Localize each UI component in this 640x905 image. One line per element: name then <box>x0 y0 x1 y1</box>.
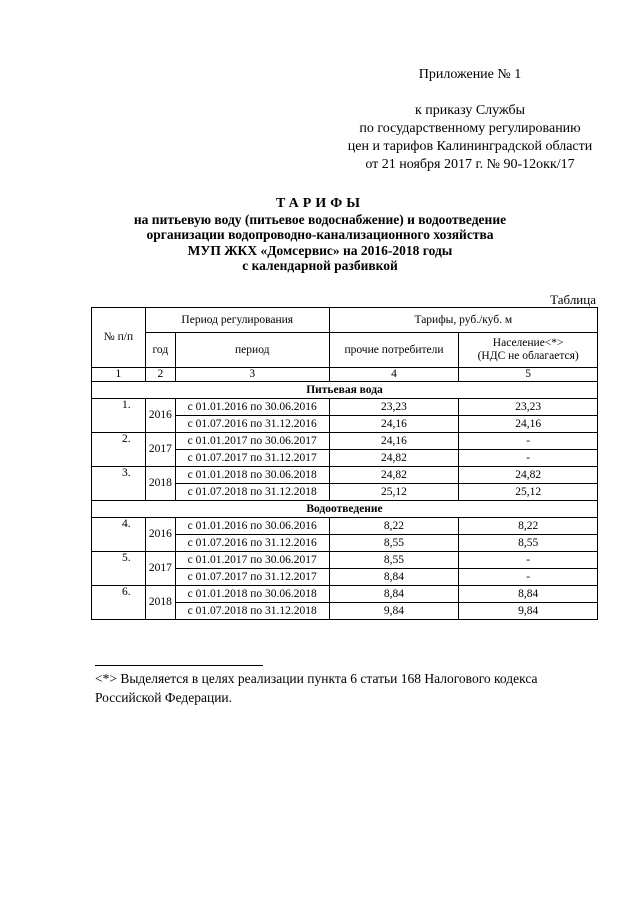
column-number: 1 <box>92 368 146 382</box>
table-row <box>92 467 598 484</box>
row-other-tariff: 23,23 <box>329 399 459 416</box>
section-title: Питьевая вода <box>92 382 598 399</box>
row-population-tariff: 23,23 <box>459 399 598 416</box>
header-population <box>459 333 598 368</box>
title-line: МУП ЖКХ «Домсервис» на 2016-2018 годы <box>187 242 453 258</box>
table-label: Таблица <box>550 292 596 307</box>
row-population-tariff: - <box>459 552 598 569</box>
header-population-line: (НДС не облагается) <box>477 350 579 362</box>
row-population-tariff: - <box>459 433 598 450</box>
row-other-tariff: 8,84 <box>329 569 459 586</box>
row-index: 4. <box>92 518 146 552</box>
title-line: с календарной разбивкой <box>242 258 398 273</box>
row-population-tariff: 9,84 <box>459 603 598 620</box>
table-row <box>92 518 598 535</box>
row-year: 2017 <box>145 433 175 467</box>
row-year: 2018 <box>145 467 175 501</box>
row-period: с 01.07.2016 по 31.12.2016 <box>175 535 329 552</box>
row-year: 2017 <box>145 552 175 586</box>
table-row <box>92 586 598 603</box>
row-other-tariff: 9,84 <box>329 603 459 620</box>
row-other-tariff: 8,55 <box>329 535 459 552</box>
row-year: 2018 <box>145 586 175 620</box>
row-population-tariff: 24,16 <box>459 416 598 433</box>
table-row <box>92 433 598 450</box>
row-period: с 01.07.2016 по 31.12.2016 <box>175 416 329 433</box>
tariffs-table <box>91 307 598 620</box>
row-other-tariff: 24,82 <box>329 450 459 467</box>
header-period-group: Период регулирования <box>145 308 329 333</box>
appendix-block <box>320 66 620 174</box>
row-period: с 01.01.2017 по 30.06.2017 <box>175 433 329 450</box>
title-line: организации водопроводно-канализационного хозяйства <box>146 227 494 242</box>
row-population-tariff: 8,55 <box>459 535 598 552</box>
row-other-tariff: 8,55 <box>329 552 459 569</box>
row-other-tariff: 8,22 <box>329 518 459 535</box>
column-number: 5 <box>459 368 598 382</box>
document-title <box>90 196 550 274</box>
row-population-tariff: 8,84 <box>459 586 598 603</box>
header-tariff-group: Тарифы, руб./куб. м <box>329 308 597 333</box>
appendix-line: цен и тарифов Калининградской области <box>347 139 593 154</box>
row-period: с 01.01.2017 по 30.06.2017 <box>175 552 329 569</box>
footnote: <*> Выделяется в целях реализации пункта 6 статьи 168 Налогового кодекса Российской Федерации. <box>95 671 538 705</box>
row-period: с 01.07.2018 по 31.12.2018 <box>175 484 329 501</box>
column-number: 3 <box>175 368 329 382</box>
appendix-number: Приложение № 1 <box>418 67 522 82</box>
row-period: с 01.07.2017 по 31.12.2017 <box>175 569 329 586</box>
header-other-consumers: прочие потребители <box>329 333 459 368</box>
header-no: № п/п <box>92 308 146 368</box>
row-period: с 01.07.2017 по 31.12.2017 <box>175 450 329 467</box>
row-period: с 01.07.2018 по 31.12.2018 <box>175 603 329 620</box>
row-period: с 01.01.2016 по 30.06.2016 <box>175 399 329 416</box>
title-line: на питьевую воду (питьевое водоснабжение) и водоотведение <box>133 211 507 227</box>
row-other-tariff: 24,16 <box>329 416 459 433</box>
column-number: 2 <box>145 368 175 382</box>
row-index: 6. <box>92 586 146 620</box>
header-period: период <box>175 333 329 368</box>
row-population-tariff: 8,22 <box>459 518 598 535</box>
section-row <box>92 382 598 399</box>
row-period: с 01.01.2018 по 30.06.2018 <box>175 586 329 603</box>
row-index: 2. <box>92 433 146 467</box>
section-title: Водоотведение <box>92 501 598 518</box>
appendix-line: к приказу Службы <box>415 103 525 118</box>
row-population-tariff: - <box>459 569 598 586</box>
row-year: 2016 <box>145 399 175 433</box>
appendix-line: от 21 ноября 2017 г. № 90-12окк/17 <box>365 157 575 172</box>
header-population-line: Население<*> <box>492 337 564 349</box>
title-heading: ТАРИФЫ <box>276 196 364 211</box>
row-period: с 01.01.2016 по 30.06.2016 <box>175 518 329 535</box>
row-population-tariff: 25,12 <box>459 484 598 501</box>
row-other-tariff: 25,12 <box>329 484 459 501</box>
row-other-tariff: 24,82 <box>329 467 459 484</box>
table-row <box>92 552 598 569</box>
table-row <box>92 399 598 416</box>
footnote-divider <box>95 665 263 666</box>
row-index: 5. <box>92 552 146 586</box>
row-other-tariff: 8,84 <box>329 586 459 603</box>
row-index: 1. <box>92 399 146 433</box>
appendix-line: по государственному регулированию <box>359 121 581 136</box>
row-population-tariff: - <box>459 450 598 467</box>
row-period: с 01.01.2018 по 30.06.2018 <box>175 467 329 484</box>
row-population-tariff: 24,82 <box>459 467 598 484</box>
row-year: 2016 <box>145 518 175 552</box>
header-year: год <box>145 333 175 368</box>
column-number: 4 <box>329 368 459 382</box>
row-other-tariff: 24,16 <box>329 433 459 450</box>
row-index: 3. <box>92 467 146 501</box>
section-row <box>92 501 598 518</box>
